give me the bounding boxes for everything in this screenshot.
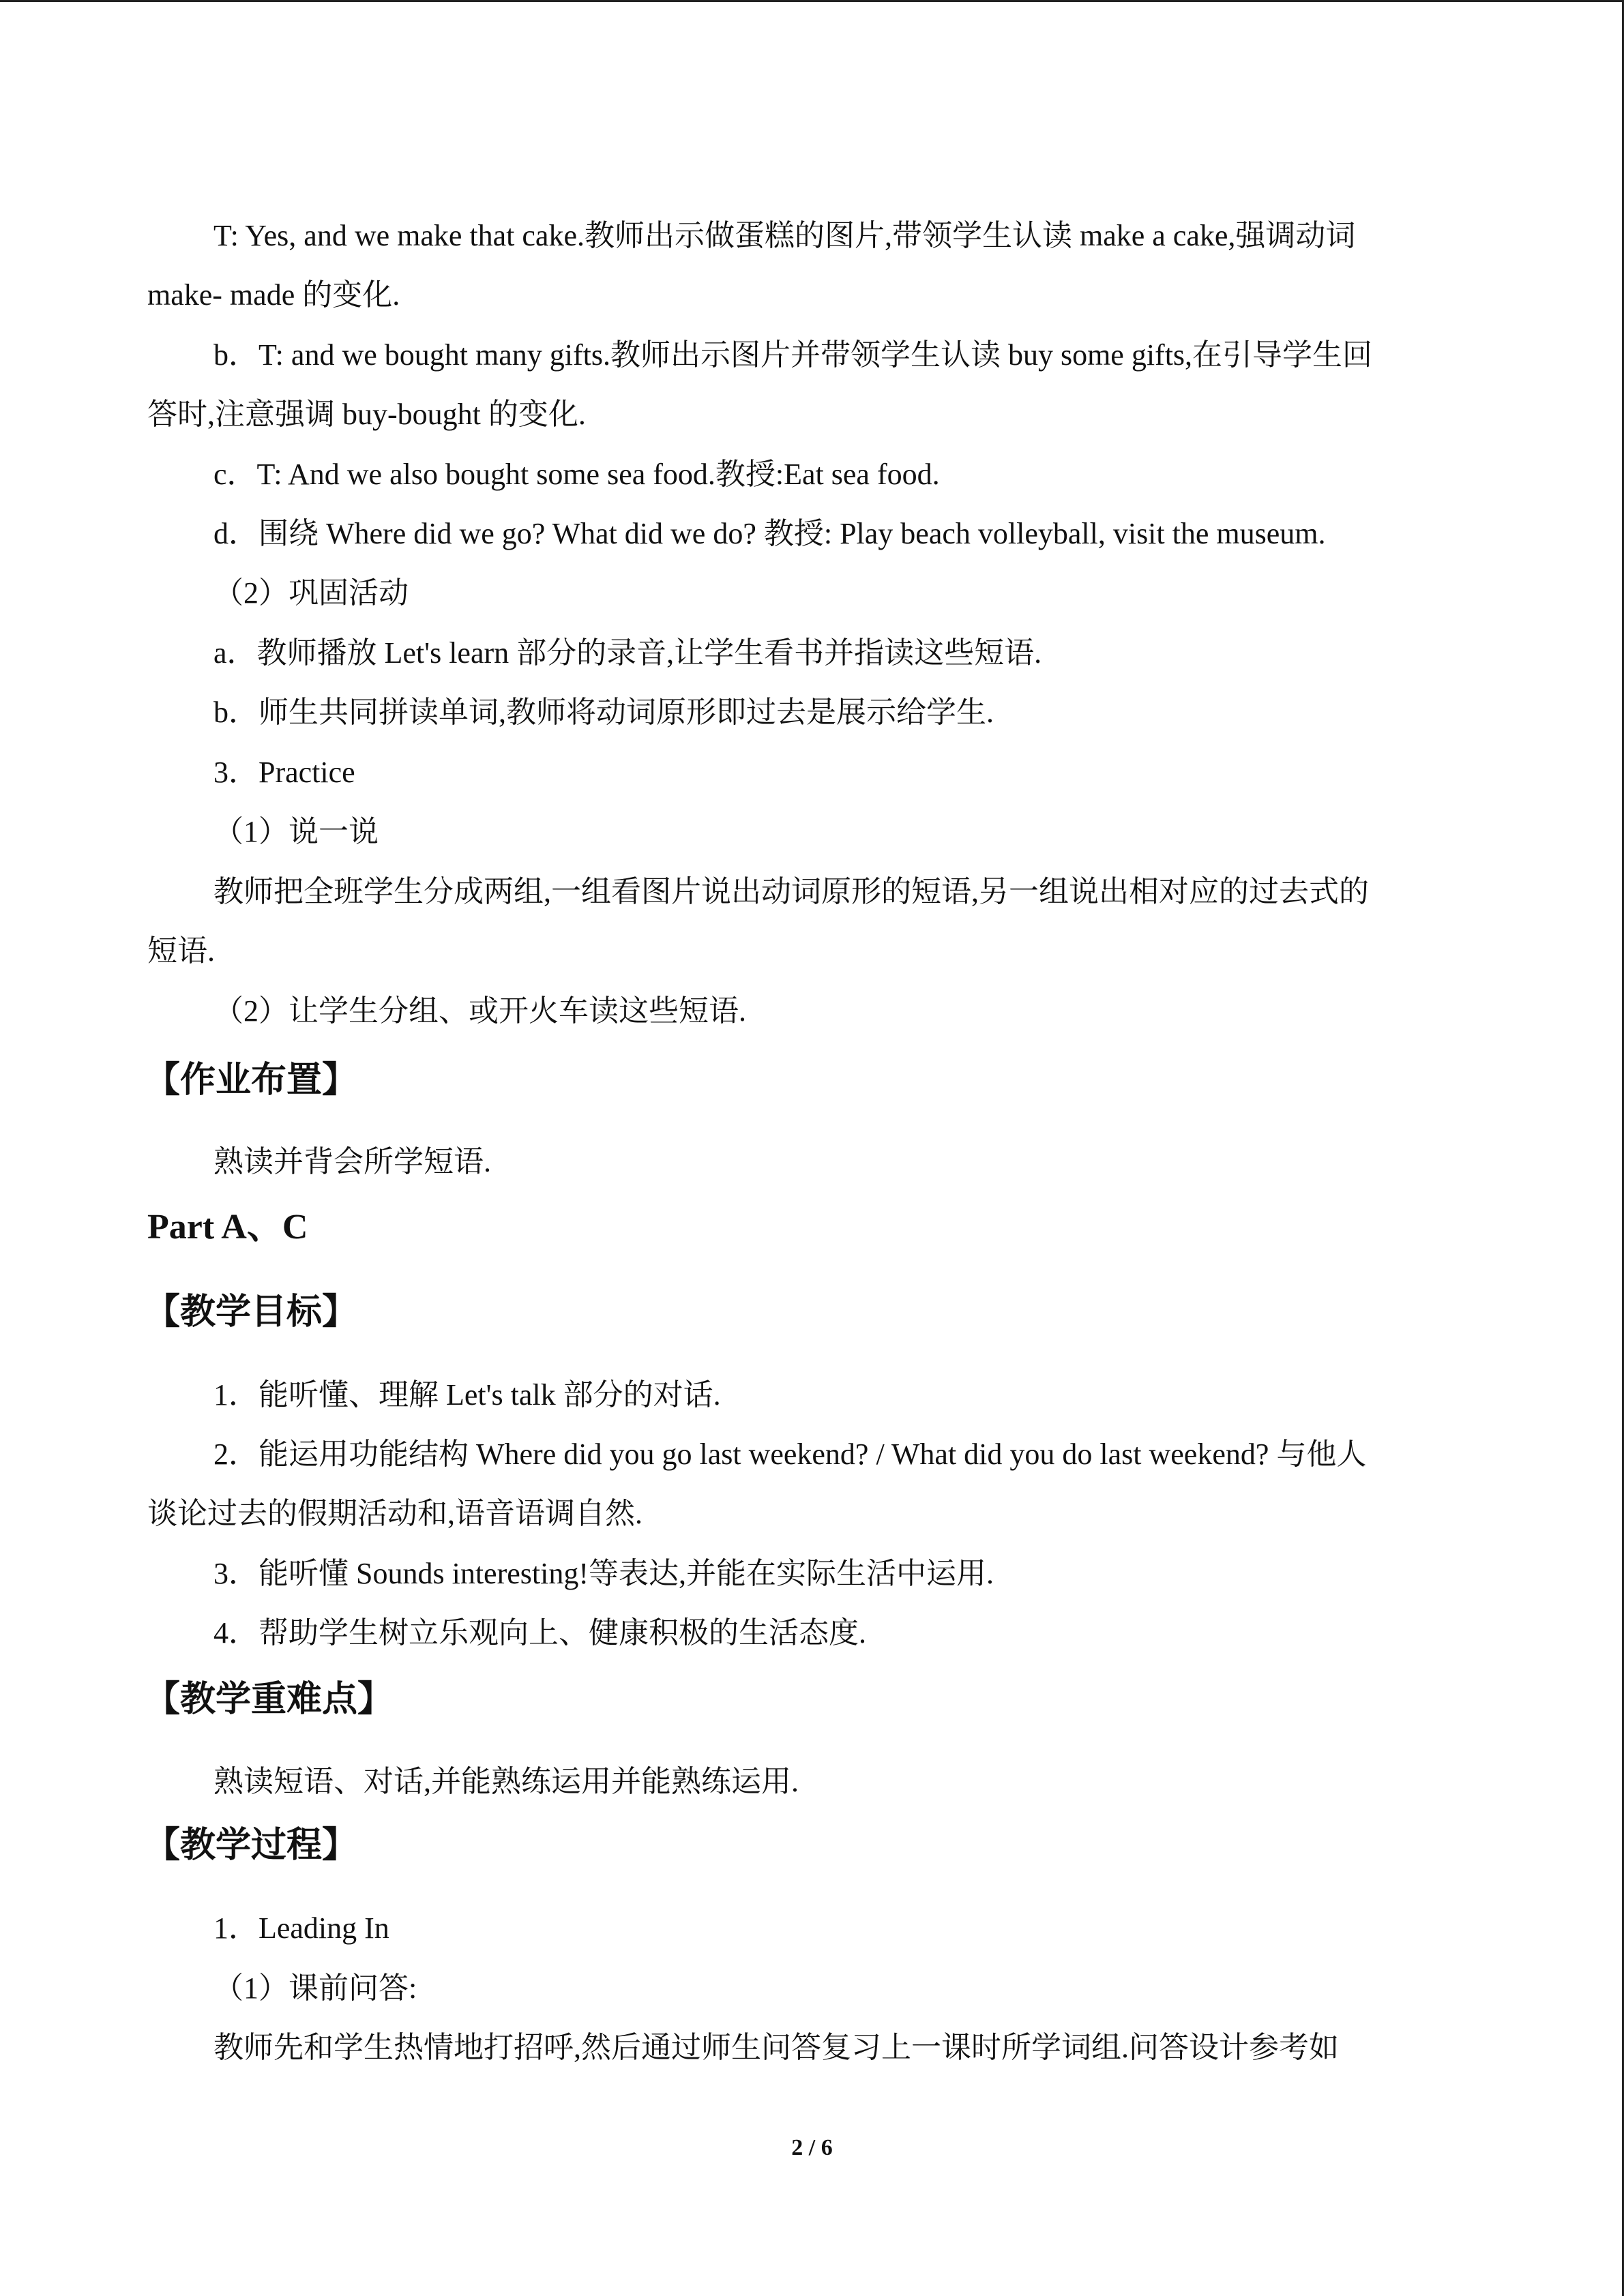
text-line: b．师生共同拼读单词,教师将动词原形即过去是展示给学生.	[213, 696, 994, 729]
text-line: b．T: and we bought many gifts.教师出示图片并带领学生认读 buy some gifts,在引导学生回	[213, 338, 1373, 372]
page-number: 2 / 6	[791, 2135, 833, 2160]
section-heading-process: 【教学过程】	[145, 1825, 358, 1866]
text-line: （2）巩固活动	[213, 576, 409, 610]
text-line: 熟读短语、对话,并能熟练运用并能熟练运用.	[213, 1765, 799, 1798]
text-line: 1．Leading In	[213, 1911, 389, 1945]
text-line: 3．能听懂 Sounds interesting!等表达,并能在实际生活中运用.	[213, 1557, 994, 1590]
text-line: c．T: And we also bought some sea food.教授:Eat sea food.	[213, 458, 940, 491]
text-line: d．围绕 Where did we go? What did we do? 教授: Play beach volleyball, visit the museum.	[213, 517, 1326, 550]
text-line: 谈论过去的假期活动和,语音语调自然.	[147, 1497, 643, 1530]
text-line: 4．帮助学生树立乐观向上、健康积极的生活态度.	[213, 1616, 866, 1650]
text-line: 短语.	[147, 934, 215, 968]
text-line: （2）让学生分组、或开火车读这些短语.	[213, 994, 746, 1028]
text-line: （1）课前问答:	[213, 1971, 417, 2005]
text-line: T: Yes, and we make that cake.教师出示做蛋糕的图片,带领学生认读 make a cake,强调动词	[213, 219, 1356, 252]
page-top-border	[0, 0, 1624, 2]
text-line: a．教师播放 Let's learn 部分的录音,让学生看书并指读这些短语.	[213, 636, 1042, 670]
section-heading-key-points: 【教学重难点】	[145, 1679, 394, 1720]
part-title: Part A、C	[147, 1208, 308, 1247]
section-heading-goals: 【教学目标】	[145, 1292, 358, 1332]
text-line: 答时,注意强调 buy-bought 的变化.	[147, 398, 586, 431]
text-line: 教师先和学生热情地打招呼,然后通过师生问答复习上一课时所学词组.问答设计参考如	[213, 2031, 1339, 2064]
text-line: 2．能运用功能结构 Where did you go last weekend? / What did you do last weekend? 与他人	[213, 1437, 1367, 1471]
section-heading-homework: 【作业布置】	[145, 1060, 358, 1101]
text-line: 3．Practice	[213, 756, 355, 789]
text-line: 1．能听懂、理解 Let's talk 部分的对话.	[213, 1378, 721, 1412]
text-line: 教师把全班学生分成两组,一组看图片说出动词原形的短语,另一组说出相对应的过去式的	[213, 875, 1369, 908]
text-line: 熟读并背会所学短语.	[213, 1145, 491, 1178]
text-line: （1）说一说	[213, 815, 379, 848]
text-line: make- made 的变化.	[147, 278, 400, 312]
